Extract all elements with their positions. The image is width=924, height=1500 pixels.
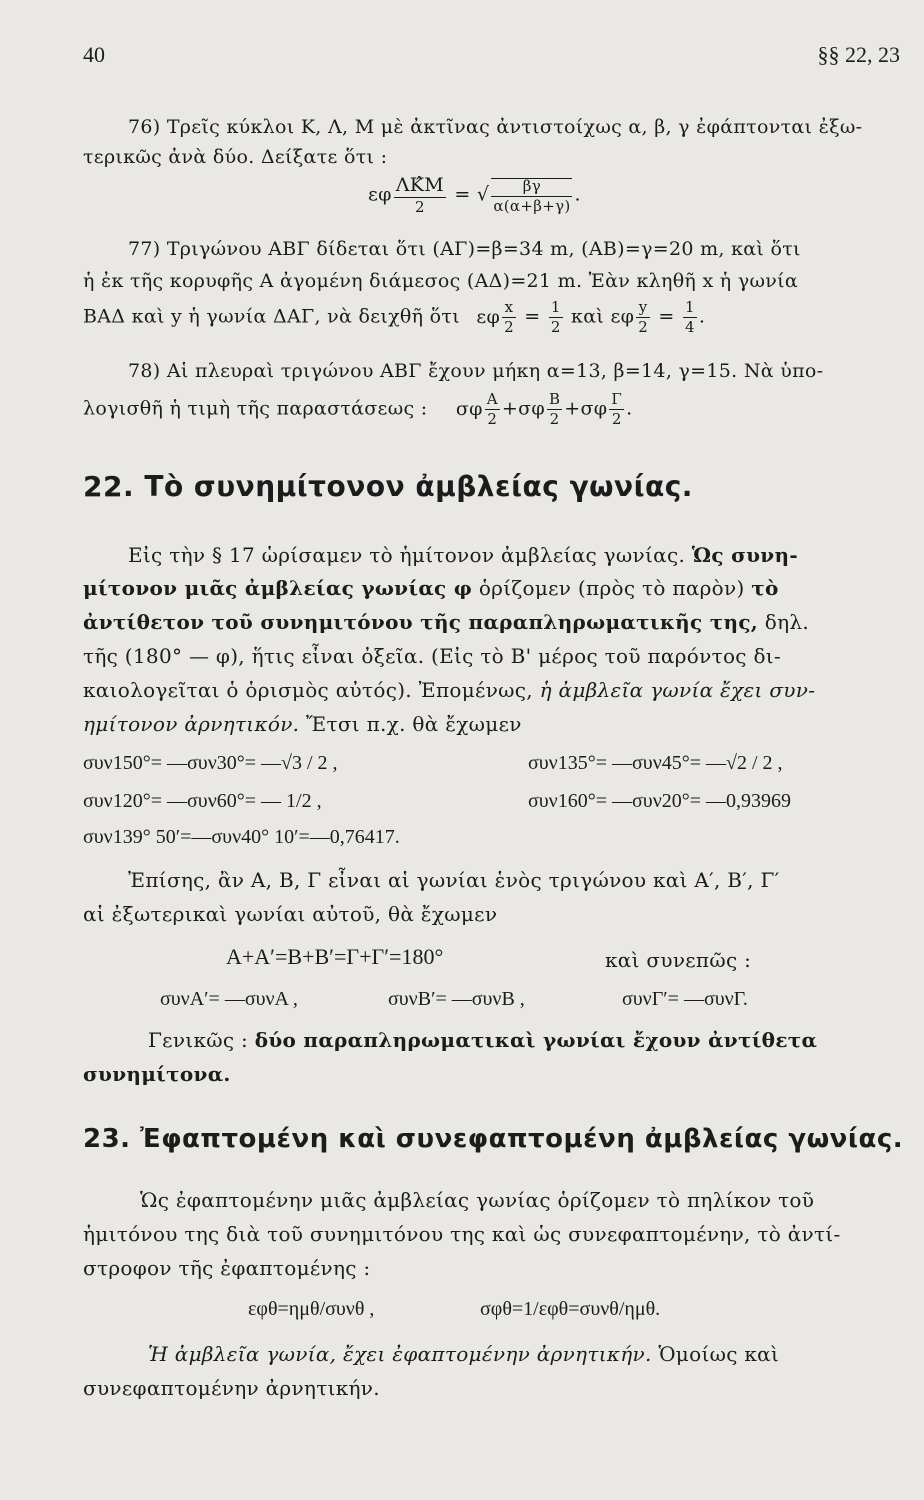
page-number: 40 — [83, 42, 105, 67]
equation-cosB: συνΒ′= —συνΒ , — [388, 988, 525, 1010]
equation-cos150: συν150°= —συν30°= —√3 / 2 , — [83, 752, 338, 774]
equation-cos139: συν139° 50′=—συν40° 10′=—0,76417. — [83, 826, 400, 848]
s22-p1-line1: Εἰς τὴν § 17 ὡρίσαμεν τὸ ἡμίτονον ἀμβλείας γωνίας. Ὡς συνη- — [128, 543, 798, 567]
general-statement-line2: συνημίτονα. — [83, 1062, 231, 1086]
s23-line3: στροφον τῆς ἐφαπτομένης : — [83, 1256, 371, 1280]
s22-p1-line5: καιολογεῖται ὁ ὁρισμὸς αὐτός). Ἐπομένως, ἡ ἀμβλεῖα γωνία ἔχει συν- — [83, 678, 816, 702]
section-23-heading: 23. Ἐφαπτομένη καὶ συνεφαπτομένη ἀμβλείας γωνίας. — [83, 1124, 904, 1154]
s22-p1-line6: ημίτονον ἀρνητικόν. Ἔτσι π.χ. θὰ ἔχωμεν — [83, 712, 522, 736]
ex76-line1: 76) Τρεῖς κύκλοι Κ, Λ, Μ μὲ ἀκτῖνας ἀντιστοίχως α, β, γ ἐφάπτονται ἐξω- — [128, 116, 863, 138]
ex76-formula: εφ ΛΚ̂Μ 2 = √ $\frac{\beta\gamma}{\alpha(\alpha+\beta+\gamma)}$ . — [368, 174, 581, 216]
s23-final-line1: Ἡ ἀμβλεῖα γωνία, ἔχει ἐφαπτομένην ἀρνητικήν. Ὁμοίως καὶ — [148, 1342, 780, 1366]
equation-angle-sums: Α+Α′=Β+Β′=Γ+Γ′=180° — [226, 944, 444, 969]
ex76-line2: τερικῶς ἀνὰ δύο. Δείξατε ὅτι : — [83, 146, 388, 168]
s22-p1-line3: ἀντίθετον τοῦ συνημιτόνου τῆς παραπληρωματικῆς της, δηλ. — [83, 610, 809, 634]
ex77-line2: ἡ ἐκ τῆς κορυφῆς Α ἀγομένη διάμεσος (ΑΔ)=21 m. Ἐὰν κληθῆ x ἡ γωνία — [83, 270, 799, 292]
s22-p2-line1: Ἐπίσης, ἂν Α, Β, Γ εἶναι αἱ γωνίαι ἑνὸς τριγώνου καὶ Α′, Β′, Γ′ — [128, 868, 780, 892]
section-22-heading: 22. Τὸ συνημίτονον ἀμβλείας γωνίας. — [83, 470, 693, 503]
ex78-line2: λογισθῆ ἡ τιμὴ τῆς παραστάσεως : σφ $\frac{A}{2}$ +σφ $\frac{B}{2}$ +σφ $\frac{\Gamma}{2}$ . — [83, 390, 633, 428]
ex78-line1: 78) Αἱ πλευραὶ τριγώνου ΑΒΓ ἔχουν μήκη α=13, β=14, γ=15. Νὰ ὑπο- — [128, 360, 824, 382]
ex77-line3: ΒΑΔ καὶ y ἡ γωνία ΔΑΓ, νὰ δειχθῆ ὅτι εφ $\frac{x}{2}$ = $\frac{1}{2}$ καὶ εφ $\frac{y}{2}$ = $\frac{1}{4}$ . — [83, 298, 706, 336]
s23-line1: Ὡς ἐφαπτομένην μιᾶς ἀμβλείας γωνίας ὁρίζομεν τὸ πηλίκον τοῦ — [140, 1188, 815, 1212]
s22-p1-line4: τῆς (180° — φ), ἥτις εἶναι ὀξεῖα. (Εἰς τὸ Β' μέρος τοῦ παρόντος δι- — [83, 644, 781, 668]
ex77-line1: 77) Τριγώνου ΑΒΓ δίδεται ὅτι (ΑΓ)=β=34 m, (ΑΒ)=γ=20 m, καὶ ὅτι — [128, 238, 801, 260]
equation-cosA: συνΑ′= —συνΑ , — [160, 988, 298, 1010]
equation-cos160: συν160°= —συν20°= —0,93969 — [528, 790, 792, 812]
s23-final-line2: συνεφαπτομένην ἀρνητικήν. — [83, 1376, 380, 1400]
equation-consequence-text: καὶ συνεπῶς : — [605, 948, 752, 972]
s22-p2-line2: αἱ ἐξωτερικαὶ γωνίαι αὐτοῦ, θὰ ἔχωμεν — [83, 902, 498, 926]
equation-cos135: συν135°= —συν45°= —√2 / 2 , — [528, 752, 783, 774]
equation-tan: εφθ=ημθ/συνθ , — [248, 1298, 375, 1320]
s23-line2: ἡμιτόνου της διὰ τοῦ συνημιτόνου της καὶ ὡς συνεφαπτομένην, τὸ ἀντί- — [83, 1222, 841, 1246]
section-range: §§ 22, 23 — [817, 42, 900, 67]
equation-cosG: συνΓ′= —συνΓ. — [622, 988, 748, 1010]
equation-cos120: συν120°= —συν60°= — 1/2 , — [83, 790, 322, 812]
general-statement-line1: Γενικῶς : δύο παραπληρωματικαὶ γωνίαι ἔχουν ἀντίθετα — [148, 1028, 818, 1052]
s22-p1-line2: μίτονον μιᾶς ἀμβλείας γωνίας φ ὁρίζομεν (πρὸς τὸ παρὸν) τὸ — [83, 576, 779, 600]
equation-cot: σφθ=1/εφθ=συνθ/ημθ. — [480, 1298, 661, 1320]
